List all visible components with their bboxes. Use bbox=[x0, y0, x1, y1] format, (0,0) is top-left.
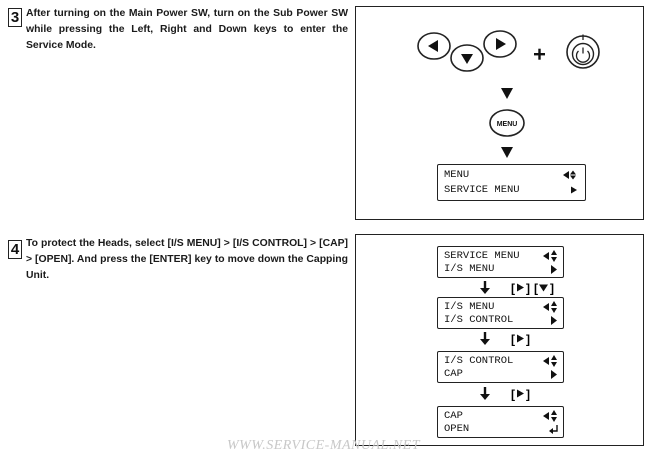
left-updown-icon bbox=[542, 354, 559, 368]
right-arrow-icon bbox=[549, 264, 559, 275]
right-arrow-icon bbox=[569, 185, 579, 195]
right-arrow-icon bbox=[549, 369, 559, 380]
lcd-line-1: I/S MENU bbox=[444, 301, 495, 313]
lcd-line-2: OPEN bbox=[444, 423, 470, 435]
step-3-instructions: After turning on the Main Power SW, turn on the Sub Power SW while pressing the Left, Right and Down keys to enter the Service Mode. bbox=[26, 8, 348, 51]
menu-key-label: MENU bbox=[496, 121, 518, 128]
left-key-icon bbox=[418, 33, 450, 59]
left-updown-icon bbox=[542, 300, 559, 314]
watermark: WWW.SERVICE-MANUAL.NET bbox=[227, 438, 420, 453]
step-3-diagram-panel bbox=[355, 6, 644, 220]
lcd-line-2: I/S CONTROL bbox=[444, 314, 514, 326]
right-key-icon bbox=[517, 390, 524, 398]
enter-icon bbox=[548, 424, 560, 435]
down-arrow-icon bbox=[501, 147, 513, 158]
key-sequence-right bbox=[511, 387, 541, 401]
down-flow-arrow-icon bbox=[479, 281, 491, 295]
menu-key bbox=[490, 110, 524, 136]
svg-text:[: [ bbox=[511, 281, 515, 295]
step-4-instructions: To protect the Heads, select [I/S MENU] > [I/S CONTROL] > [CAP] > [OPEN]. And press the [ENTER] key to move down the Capping Unit. bbox=[26, 238, 348, 281]
key-sequence-right-down bbox=[511, 281, 591, 295]
svg-text:]: ] bbox=[550, 281, 554, 295]
lcd-line-1: MENU bbox=[444, 169, 470, 181]
down-flow-arrow-icon bbox=[479, 387, 491, 401]
right-key-icon bbox=[517, 335, 524, 343]
right-key-icon bbox=[484, 31, 516, 57]
down-key-icon bbox=[539, 285, 548, 292]
left-updown-icon bbox=[562, 169, 578, 181]
key-sequence-right bbox=[511, 332, 541, 346]
lcd-line-1: CAP bbox=[444, 410, 463, 422]
lcd-display-is-control bbox=[437, 351, 564, 383]
step-4-diagram-panel bbox=[355, 234, 644, 446]
lcd-display-menu bbox=[437, 164, 586, 201]
svg-text:]: ] bbox=[526, 387, 530, 401]
right-arrow-icon bbox=[549, 315, 559, 326]
down-key-icon bbox=[451, 45, 483, 71]
svg-text:[: [ bbox=[534, 281, 538, 295]
lcd-line-2: SERVICE MENU bbox=[444, 184, 520, 196]
lcd-line-2: I/S MENU bbox=[444, 263, 495, 275]
svg-text:[: [ bbox=[511, 387, 515, 401]
lcd-display-cap bbox=[437, 406, 564, 438]
lcd-line-1: SERVICE MENU bbox=[444, 250, 520, 262]
lcd-display-is-menu bbox=[437, 297, 564, 329]
down-arrow-icon bbox=[501, 88, 513, 99]
svg-text:]: ] bbox=[526, 332, 530, 346]
step-4-number: 4 bbox=[8, 240, 22, 259]
plus-icon bbox=[534, 49, 545, 60]
lcd-line-2: CAP bbox=[444, 368, 463, 380]
left-updown-icon bbox=[542, 409, 559, 423]
lcd-display-service-menu bbox=[437, 246, 564, 278]
svg-text:[: [ bbox=[511, 332, 515, 346]
power-key-icon bbox=[567, 35, 599, 69]
down-flow-arrow-icon bbox=[479, 332, 491, 346]
left-updown-icon bbox=[542, 249, 559, 263]
right-key-icon bbox=[517, 284, 524, 292]
lcd-line-1: I/S CONTROL bbox=[444, 355, 514, 367]
step-3-number: 3 bbox=[8, 8, 22, 27]
svg-text:]: ] bbox=[526, 281, 530, 295]
